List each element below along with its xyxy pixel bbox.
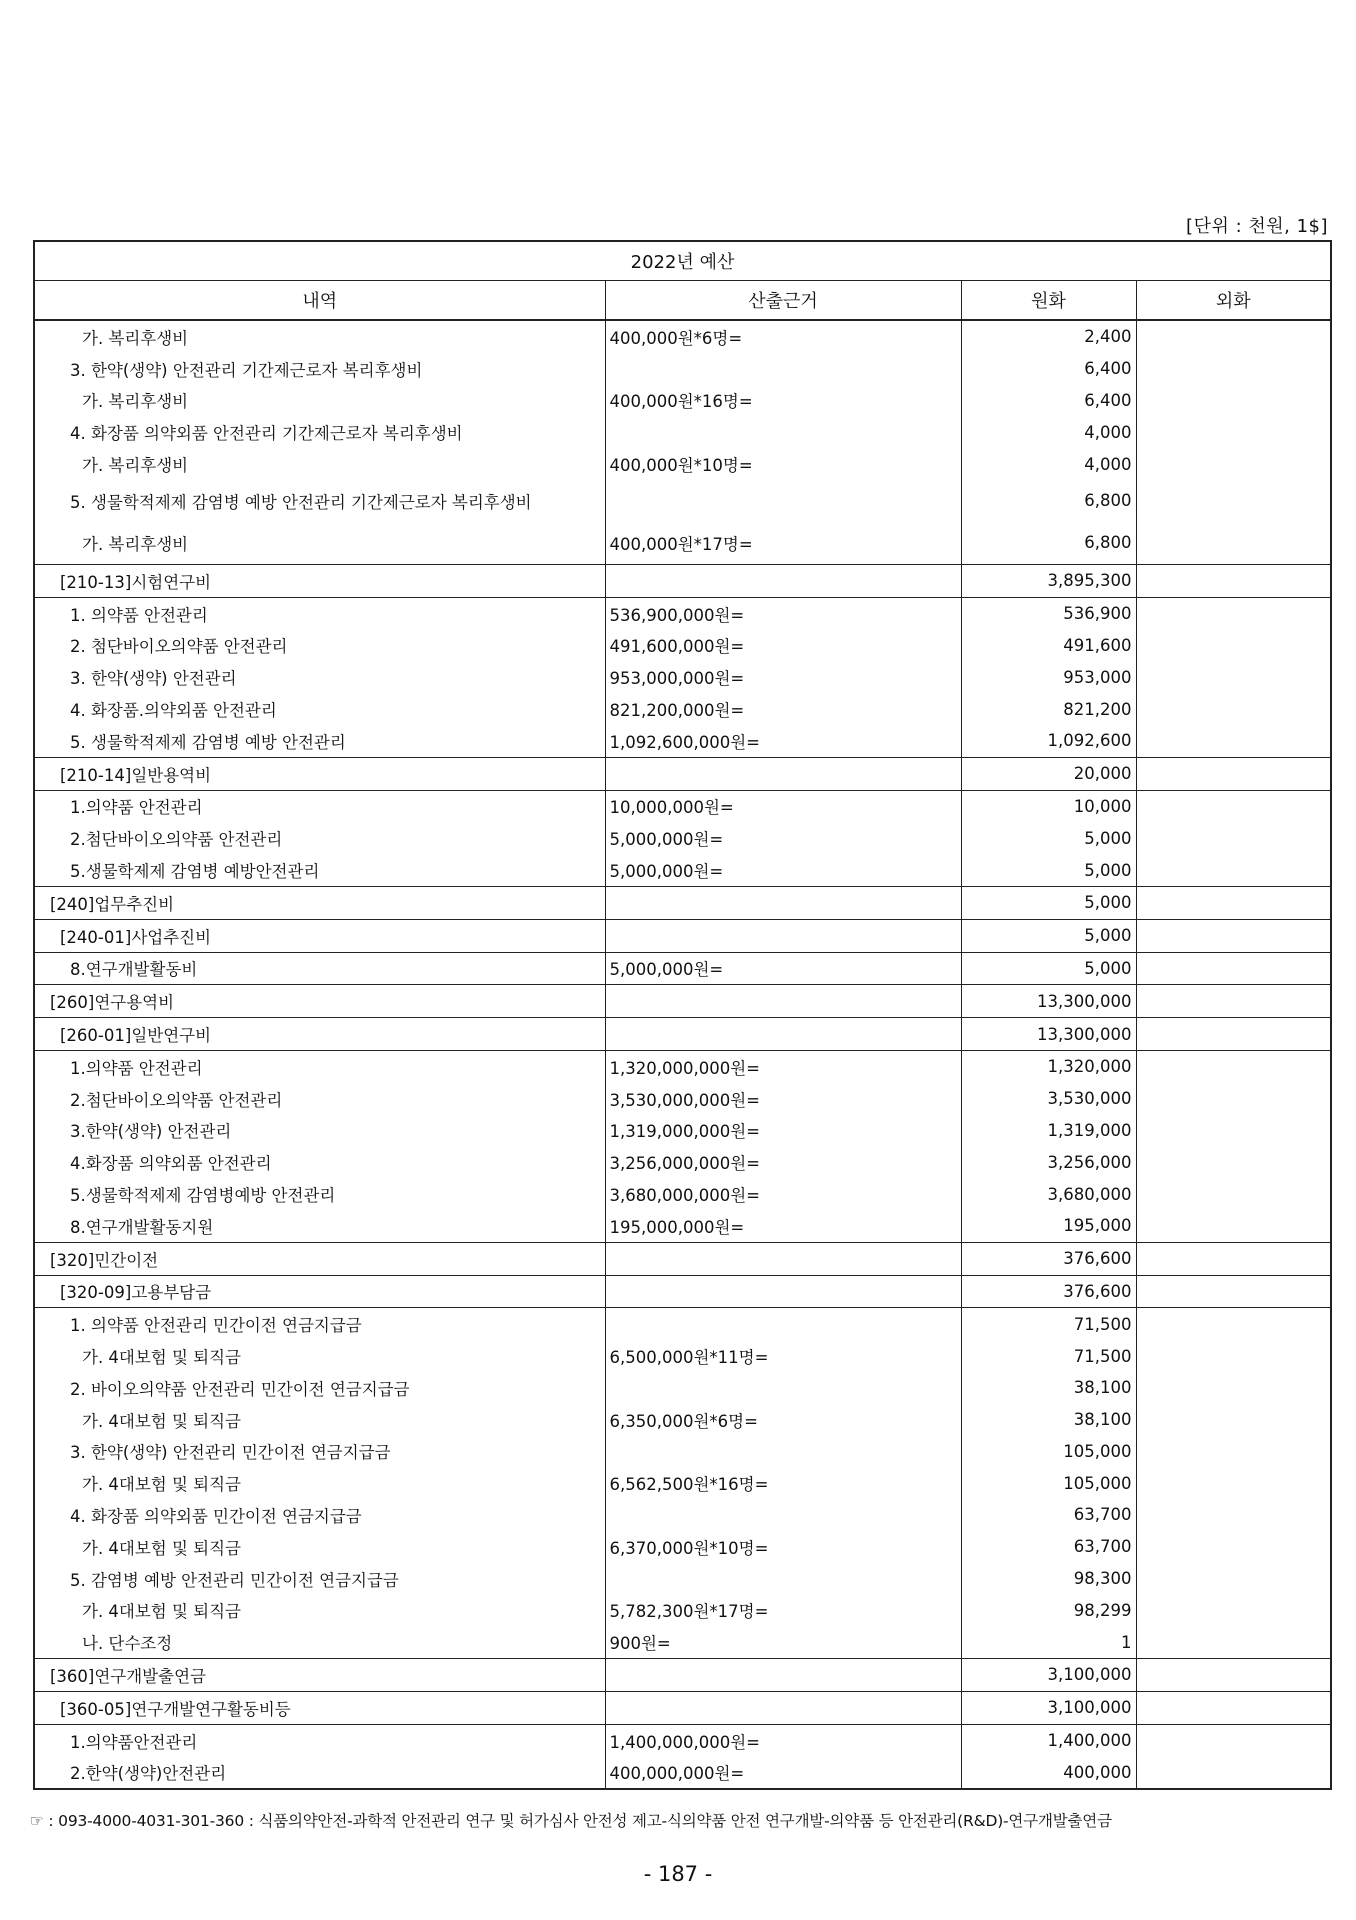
- cell-basis: [605, 353, 961, 385]
- cell-desc: 2. 첨단바이오의약품 안전관리: [34, 630, 605, 662]
- cell-foreign: [1136, 1467, 1331, 1499]
- cell-desc: [210-14]일반용역비: [34, 757, 605, 790]
- cell-foreign: [1136, 480, 1331, 522]
- cell-foreign: [1136, 1146, 1331, 1178]
- cell-basis: 5,000,000원=: [605, 854, 961, 886]
- cell-foreign: [1136, 1275, 1331, 1308]
- cell-basis: 6,350,000원*6명=: [605, 1404, 961, 1436]
- cell-basis: [605, 1372, 961, 1404]
- cell-won: 63,700: [961, 1531, 1136, 1563]
- table-row: [34, 1467, 1331, 1499]
- cell-desc: 2.첨단바이오의약품 안전관리: [34, 822, 605, 854]
- table-row: [34, 564, 1331, 597]
- cell-won: 1,320,000: [961, 1050, 1136, 1082]
- cell-basis: [605, 480, 961, 522]
- cell-desc: 3. 한약(생약) 안전관리 민간이전 연금지급금: [34, 1436, 605, 1468]
- cell-basis: 400,000원*6명=: [605, 320, 961, 353]
- table-row: [34, 1499, 1331, 1531]
- cell-desc: 3.한약(생약) 안전관리: [34, 1115, 605, 1147]
- cell-won: 821,200: [961, 693, 1136, 725]
- cell-basis: 953,000,000원=: [605, 661, 961, 693]
- cell-basis: [605, 1018, 961, 1051]
- table-row: [34, 1083, 1331, 1115]
- cell-basis: 6,500,000원*11명=: [605, 1340, 961, 1372]
- cell-foreign: [1136, 1756, 1331, 1789]
- cell-foreign: [1136, 1210, 1331, 1242]
- cell-basis: [605, 1563, 961, 1595]
- cell-desc: 가. 복리후생비: [34, 385, 605, 417]
- cell-won: 3,100,000: [961, 1659, 1136, 1692]
- cell-foreign: [1136, 1531, 1331, 1563]
- cell-basis: 400,000원*10명=: [605, 448, 961, 480]
- cell-foreign: [1136, 1050, 1331, 1082]
- cell-won: 536,900: [961, 597, 1136, 629]
- cell-desc: 1.의약품 안전관리: [34, 1050, 605, 1082]
- table-row: [34, 919, 1331, 952]
- cell-won: 3,100,000: [961, 1691, 1136, 1724]
- table-row: [34, 952, 1331, 985]
- table-row: [34, 1050, 1331, 1082]
- cell-won: 13,300,000: [961, 1018, 1136, 1051]
- cell-basis: 821,200,000원=: [605, 693, 961, 725]
- table-row: [34, 1436, 1331, 1468]
- cell-desc: 1.의약품 안전관리: [34, 790, 605, 822]
- cell-foreign: [1136, 522, 1331, 565]
- cell-desc: 1.의약품안전관리: [34, 1724, 605, 1756]
- cell-desc: 4. 화장품 의약외품 안전관리 기간제근로자 복리후생비: [34, 416, 605, 448]
- cell-won: 10,000: [961, 790, 1136, 822]
- cell-desc: [320]민간이전: [34, 1242, 605, 1275]
- cell-foreign: [1136, 1372, 1331, 1404]
- year-header: 2022년 예산: [34, 241, 1331, 281]
- table-row: [34, 757, 1331, 790]
- cell-basis: [605, 1308, 961, 1340]
- table-row: [34, 448, 1331, 480]
- page-number: - 187 -: [643, 1862, 713, 1886]
- table-row: [34, 854, 1331, 886]
- table-row: [34, 725, 1331, 757]
- cell-foreign: [1136, 693, 1331, 725]
- table-row: [34, 1691, 1331, 1724]
- cell-won: 3,256,000: [961, 1146, 1136, 1178]
- cell-won: 400,000: [961, 1756, 1136, 1789]
- cell-won: 63,700: [961, 1499, 1136, 1531]
- cell-desc: 나. 단수조정: [34, 1626, 605, 1658]
- cell-desc: 4. 화장품.의약외품 안전관리: [34, 693, 605, 725]
- cell-desc: 1. 의약품 안전관리: [34, 597, 605, 629]
- cell-won: 1: [961, 1626, 1136, 1658]
- cell-desc: 5. 생물학적제제 감염병 예방 안전관리: [34, 725, 605, 757]
- cell-basis: 536,900,000원=: [605, 597, 961, 629]
- cell-desc: 5. 생물학적제제 감염병 예방 안전관리 기간제근로자 복리후생비: [34, 480, 605, 522]
- table-row: [34, 1018, 1331, 1051]
- cell-basis: 491,600,000원=: [605, 630, 961, 662]
- cell-won: 6,800: [961, 480, 1136, 522]
- cell-won: 376,600: [961, 1242, 1136, 1275]
- cell-desc: 4. 화장품 의약외품 민간이전 연금지급금: [34, 1499, 605, 1531]
- cell-won: 6,800: [961, 522, 1136, 565]
- cell-won: 953,000: [961, 661, 1136, 693]
- cell-desc: 1. 의약품 안전관리 민간이전 연금지급금: [34, 1308, 605, 1340]
- cell-desc: [320-09]고용부담금: [34, 1275, 605, 1308]
- cell-desc: [260]연구용역비: [34, 985, 605, 1018]
- cell-desc: 2.첨단바이오의약품 안전관리: [34, 1083, 605, 1115]
- cell-desc: [210-13]시험연구비: [34, 564, 605, 597]
- cell-desc: 가. 4대보험 및 퇴직금: [34, 1404, 605, 1436]
- cell-desc: 8.연구개발활동지원: [34, 1210, 605, 1242]
- cell-desc: 5. 감염병 예방 안전관리 민간이전 연금지급금: [34, 1563, 605, 1595]
- cell-won: 105,000: [961, 1467, 1136, 1499]
- table-row: [34, 985, 1331, 1018]
- cell-basis: [605, 919, 961, 952]
- cell-foreign: [1136, 886, 1331, 919]
- cell-foreign: [1136, 320, 1331, 353]
- table-row: [34, 630, 1331, 662]
- cell-foreign: [1136, 1594, 1331, 1626]
- table-row: [34, 790, 1331, 822]
- cell-won: 1,319,000: [961, 1115, 1136, 1147]
- cell-basis: [605, 1275, 961, 1308]
- cell-basis: 10,000,000원=: [605, 790, 961, 822]
- cell-won: 3,530,000: [961, 1083, 1136, 1115]
- unit-label: [단위 : 천원, 1$]: [1186, 216, 1328, 237]
- cell-won: 4,000: [961, 448, 1136, 480]
- cell-won: 13,300,000: [961, 985, 1136, 1018]
- cell-basis: 6,562,500원*16명=: [605, 1467, 961, 1499]
- cell-won: 5,000: [961, 822, 1136, 854]
- cell-basis: 3,530,000,000원=: [605, 1083, 961, 1115]
- cell-foreign: [1136, 1659, 1331, 1692]
- table-body: [34, 320, 1331, 1789]
- cell-desc: 가. 복리후생비: [34, 448, 605, 480]
- cell-won: 38,100: [961, 1404, 1136, 1436]
- cell-foreign: [1136, 790, 1331, 822]
- cell-basis: 400,000원*17명=: [605, 522, 961, 565]
- table-row: [34, 1531, 1331, 1563]
- cell-won: 2,400: [961, 320, 1136, 353]
- cell-foreign: [1136, 757, 1331, 790]
- cell-basis: [605, 757, 961, 790]
- cell-won: 105,000: [961, 1436, 1136, 1468]
- cell-basis: [605, 564, 961, 597]
- cell-won: 71,500: [961, 1340, 1136, 1372]
- cell-desc: 가. 4대보험 및 퇴직금: [34, 1594, 605, 1626]
- cell-basis: 400,000원*16명=: [605, 385, 961, 417]
- cell-foreign: [1136, 854, 1331, 886]
- cell-foreign: [1136, 385, 1331, 417]
- cell-foreign: [1136, 1563, 1331, 1595]
- cell-desc: [360]연구개발출연금: [34, 1659, 605, 1692]
- cell-won: 5,000: [961, 919, 1136, 952]
- cell-basis: 5,782,300원*17명=: [605, 1594, 961, 1626]
- cell-foreign: [1136, 353, 1331, 385]
- cell-desc: 8.연구개발활동비: [34, 952, 605, 985]
- cell-desc: 2. 바이오의약품 안전관리 민간이전 연금지급금: [34, 1372, 605, 1404]
- cell-desc: 5.생물학적제제 감염병예방 안전관리: [34, 1178, 605, 1210]
- cell-won: 5,000: [961, 854, 1136, 886]
- cell-desc: [240-01]사업추진비: [34, 919, 605, 952]
- table-row: [34, 1210, 1331, 1242]
- cell-foreign: [1136, 1018, 1331, 1051]
- cell-basis: [605, 1499, 961, 1531]
- table-row: [34, 1146, 1331, 1178]
- cell-foreign: [1136, 416, 1331, 448]
- table-row: [34, 597, 1331, 629]
- table-row: [34, 1275, 1331, 1308]
- cell-foreign: [1136, 952, 1331, 985]
- table-row: [34, 1724, 1331, 1756]
- cell-basis: 900원=: [605, 1626, 961, 1658]
- cell-desc: 가. 4대보험 및 퇴직금: [34, 1467, 605, 1499]
- cell-basis: 3,680,000,000원=: [605, 1178, 961, 1210]
- cell-basis: [605, 886, 961, 919]
- table-row: [34, 693, 1331, 725]
- cell-foreign: [1136, 1724, 1331, 1756]
- cell-won: 98,300: [961, 1563, 1136, 1595]
- cell-basis: 195,000,000원=: [605, 1210, 961, 1242]
- cell-foreign: [1136, 1499, 1331, 1531]
- cell-basis: 1,319,000,000원=: [605, 1115, 961, 1147]
- cell-foreign: [1136, 1178, 1331, 1210]
- cell-basis: [605, 1436, 961, 1468]
- cell-basis: [605, 985, 961, 1018]
- table-row: [34, 320, 1331, 353]
- cell-foreign: [1136, 1404, 1331, 1436]
- table-row: [34, 822, 1331, 854]
- cell-won: 5,000: [961, 952, 1136, 985]
- table-row: [34, 886, 1331, 919]
- cell-desc: [260-01]일반연구비: [34, 1018, 605, 1051]
- col-header-desc: 내역: [34, 281, 605, 321]
- table-row: [34, 1308, 1331, 1340]
- cell-desc: 가. 4대보험 및 퇴직금: [34, 1531, 605, 1563]
- cell-foreign: [1136, 630, 1331, 662]
- cell-won: 3,680,000: [961, 1178, 1136, 1210]
- cell-won: 491,600: [961, 630, 1136, 662]
- cell-desc: [360-05]연구개발연구활동비등: [34, 1691, 605, 1724]
- cell-desc: 4.화장품 의약외품 안전관리: [34, 1146, 605, 1178]
- cell-basis: 6,370,000원*10명=: [605, 1531, 961, 1563]
- table-row: [34, 385, 1331, 417]
- cell-foreign: [1136, 822, 1331, 854]
- cell-foreign: [1136, 597, 1331, 629]
- cell-foreign: [1136, 1626, 1331, 1658]
- cell-foreign: [1136, 1340, 1331, 1372]
- cell-foreign: [1136, 985, 1331, 1018]
- cell-desc: [240]업무추진비: [34, 886, 605, 919]
- cell-won: 5,000: [961, 886, 1136, 919]
- cell-foreign: [1136, 1691, 1331, 1724]
- cell-won: 71,500: [961, 1308, 1136, 1340]
- cell-foreign: [1136, 564, 1331, 597]
- table-row: [34, 1626, 1331, 1658]
- table-row: [34, 416, 1331, 448]
- cell-won: 376,600: [961, 1275, 1136, 1308]
- cell-foreign: [1136, 1308, 1331, 1340]
- table-row: [34, 480, 1331, 522]
- cell-basis: 3,256,000,000원=: [605, 1146, 961, 1178]
- cell-desc: 2.한약(생약)안전관리: [34, 1756, 605, 1789]
- cell-basis: 5,000,000원=: [605, 822, 961, 854]
- cell-won: 20,000: [961, 757, 1136, 790]
- col-header-foreign: 외화: [1136, 281, 1331, 321]
- cell-won: 6,400: [961, 385, 1136, 417]
- cell-won: 6,400: [961, 353, 1136, 385]
- table-row: [34, 353, 1331, 385]
- cell-basis: [605, 1691, 961, 1724]
- cell-desc: 3. 한약(생약) 안전관리 기간제근로자 복리후생비: [34, 353, 605, 385]
- cell-won: 3,895,300: [961, 564, 1136, 597]
- cell-won: 38,100: [961, 1372, 1136, 1404]
- table-row: [34, 522, 1331, 565]
- cell-desc: 가. 복리후생비: [34, 320, 605, 353]
- cell-foreign: [1136, 1083, 1331, 1115]
- cell-desc: 가. 복리후생비: [34, 522, 605, 565]
- table-row: [34, 1659, 1331, 1692]
- cell-basis: 400,000,000원=: [605, 1756, 961, 1789]
- table-row: [34, 1372, 1331, 1404]
- cell-won: 1,092,600: [961, 725, 1136, 757]
- table-row: [34, 1115, 1331, 1147]
- cell-basis: [605, 1242, 961, 1275]
- col-header-basis: 산출근거: [605, 281, 961, 321]
- cell-basis: 1,092,600,000원=: [605, 725, 961, 757]
- cell-desc: 3. 한약(생약) 안전관리: [34, 661, 605, 693]
- table-row: [34, 1178, 1331, 1210]
- footnote: ☞ : 093-4000-4031-301-360 : 식품의약안전-과학적 안전관리 연구 및 허가심사 안전성 제고-식의약품 안전 연구개발-의약품 등 안전관리(R&D)-연구개발출연금: [30, 1812, 1112, 1830]
- table-row: [34, 1340, 1331, 1372]
- budget-table: [33, 240, 1332, 1790]
- cell-desc: 가. 4대보험 및 퇴직금: [34, 1340, 605, 1372]
- cell-foreign: [1136, 1115, 1331, 1147]
- cell-foreign: [1136, 725, 1331, 757]
- cell-foreign: [1136, 661, 1331, 693]
- cell-basis: [605, 416, 961, 448]
- cell-won: 98,299: [961, 1594, 1136, 1626]
- cell-foreign: [1136, 919, 1331, 952]
- table-row: [34, 1594, 1331, 1626]
- table-row: [34, 1404, 1331, 1436]
- table-row: [34, 1756, 1331, 1789]
- cell-foreign: [1136, 1242, 1331, 1275]
- cell-won: 4,000: [961, 416, 1136, 448]
- cell-foreign: [1136, 448, 1331, 480]
- cell-won: 1,400,000: [961, 1724, 1136, 1756]
- table-row: [34, 1563, 1331, 1595]
- cell-basis: [605, 1659, 961, 1692]
- table-row: [34, 1242, 1331, 1275]
- cell-basis: 1,400,000,000원=: [605, 1724, 961, 1756]
- cell-basis: 5,000,000원=: [605, 952, 961, 985]
- cell-desc: 5.생물학제제 감염병 예방안전관리: [34, 854, 605, 886]
- cell-basis: 1,320,000,000원=: [605, 1050, 961, 1082]
- col-header-won: 원화: [961, 281, 1136, 321]
- cell-foreign: [1136, 1436, 1331, 1468]
- cell-won: 195,000: [961, 1210, 1136, 1242]
- table-row: [34, 661, 1331, 693]
